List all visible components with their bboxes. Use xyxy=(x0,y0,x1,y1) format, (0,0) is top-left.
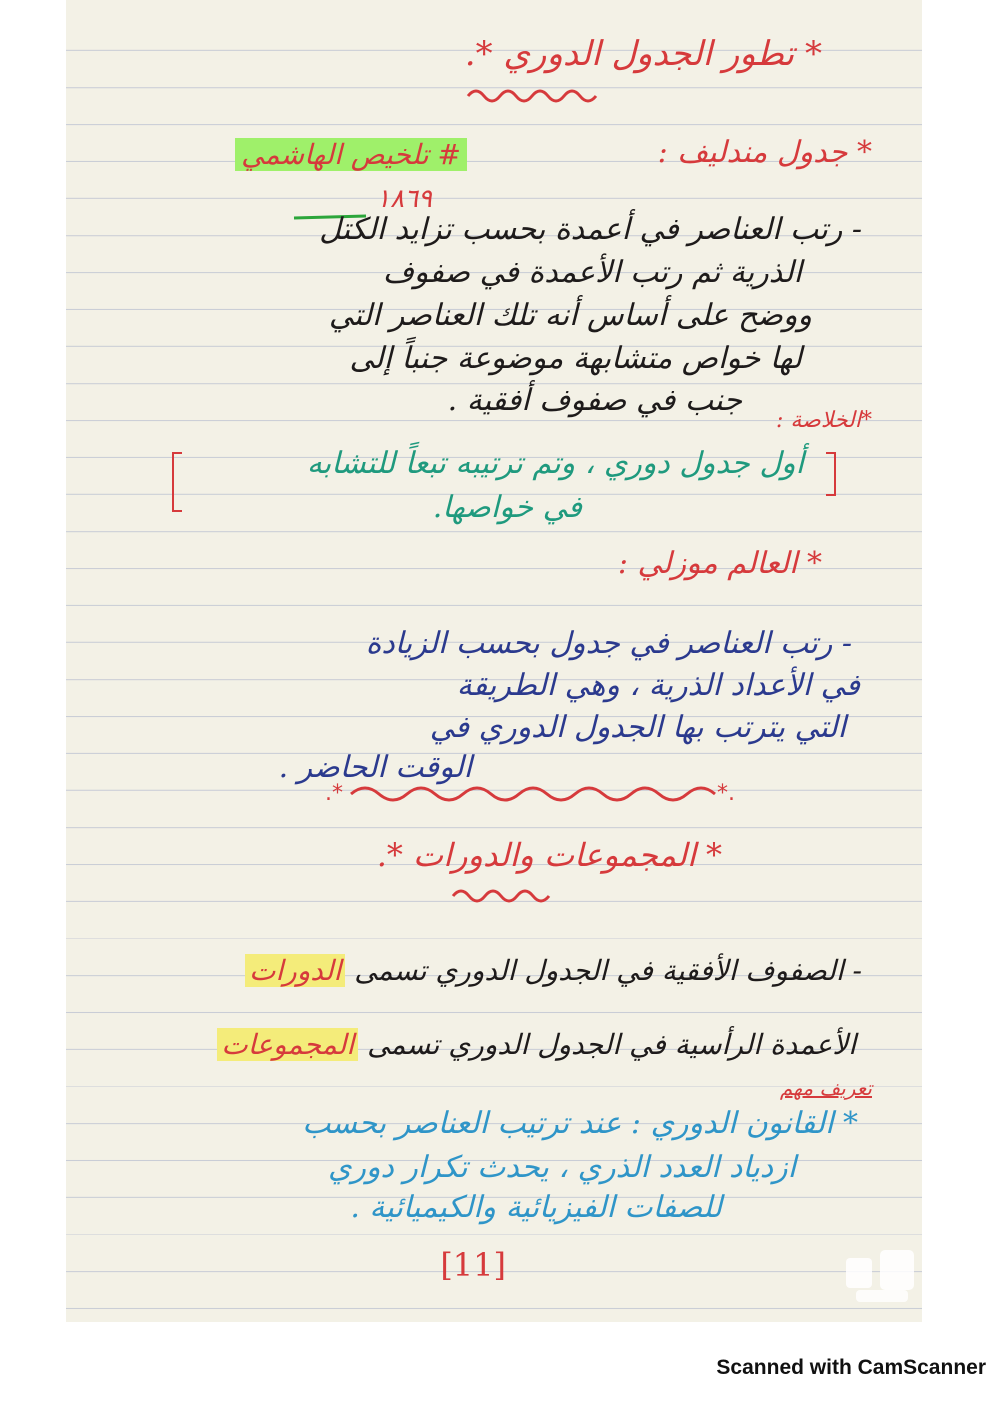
groups-line xyxy=(217,1028,856,1061)
page-title: * تطور الجدول الدوري *. xyxy=(464,34,822,74)
svg-text:.*: .* xyxy=(325,781,343,806)
summary-source-text: # تلخيص الهاشمي xyxy=(235,138,467,171)
scanner-watermark: Scanned with CamScanner xyxy=(716,1356,986,1379)
mendeleev-line-5: جنب في صفوف أفقية . xyxy=(447,383,742,418)
summary-bracket-right xyxy=(826,452,836,496)
summary-label: *الخلاصة : xyxy=(775,408,872,433)
summary-source-tag xyxy=(235,138,467,171)
groups-text: الأعمدة الرأسية في الجدول الدوري تسمى xyxy=(367,1028,856,1061)
periods-line xyxy=(245,954,862,987)
periodic-law-line-3: للصفات الفيزيائية والكيميائية . xyxy=(350,1190,722,1225)
title-underline xyxy=(466,80,616,104)
periodic-law-line-1: * القانون الدوري : عند ترتيب العناصر بحسب xyxy=(302,1106,858,1141)
groups-term: المجموعات xyxy=(217,1028,358,1061)
summary-line-1: أول جدول دوري ، وتم ترتيبه تبعاً للتشابه xyxy=(306,446,804,481)
mendeleev-line-4: لها خواص متشابهة موضوعة جنباً إلى xyxy=(349,341,802,376)
moseley-line-1: - رتب العناصر في جدول بحسب الزيادة xyxy=(365,626,852,661)
mendeleev-year: ١٨٦٩ xyxy=(376,184,432,214)
moseley-line-4: الوقت الحاضر . xyxy=(278,750,472,785)
summary-line-2: في خواصها. xyxy=(432,490,582,525)
mendeleev-line-3: ووضح على أساس أنه تلك العناصر التي xyxy=(328,298,812,333)
mendeleev-line-2: الذرية ثم رتب الأعمدة في صفوف xyxy=(382,255,802,290)
notebook-logo-icon xyxy=(836,1240,922,1310)
section-divider xyxy=(321,778,741,808)
summary-bracket-left xyxy=(172,452,182,512)
moseley-heading: * العالم موزلي : xyxy=(617,546,822,581)
svg-text:*.: *. xyxy=(717,781,735,806)
moseley-line-2: في الأعداد الذرية ، وهي الطريقة xyxy=(456,668,860,703)
periods-text: - الصفوف الأفقية في الجدول الدوري تسمى xyxy=(354,954,862,987)
periodic-law-line-2: ازدياد العدد الذري ، يحدث تكرار دوري xyxy=(328,1150,796,1185)
groups-periods-heading: * المجموعات والدورات *. xyxy=(376,836,722,874)
mendeleev-heading: * جدول مندليف : xyxy=(657,135,872,170)
periods-term: الدورات xyxy=(245,954,345,987)
heading-underline xyxy=(451,882,561,904)
notebook-page xyxy=(66,0,922,1322)
page-number: [11] xyxy=(440,1246,506,1284)
moseley-line-3: التي يترتب بها الجدول الدوري في xyxy=(429,710,846,745)
important-definition-note: تعريف مهم xyxy=(779,1076,872,1100)
mendeleev-line-1: - رتب العناصر في أعمدة بحسب تزايد الكتل xyxy=(319,212,862,247)
